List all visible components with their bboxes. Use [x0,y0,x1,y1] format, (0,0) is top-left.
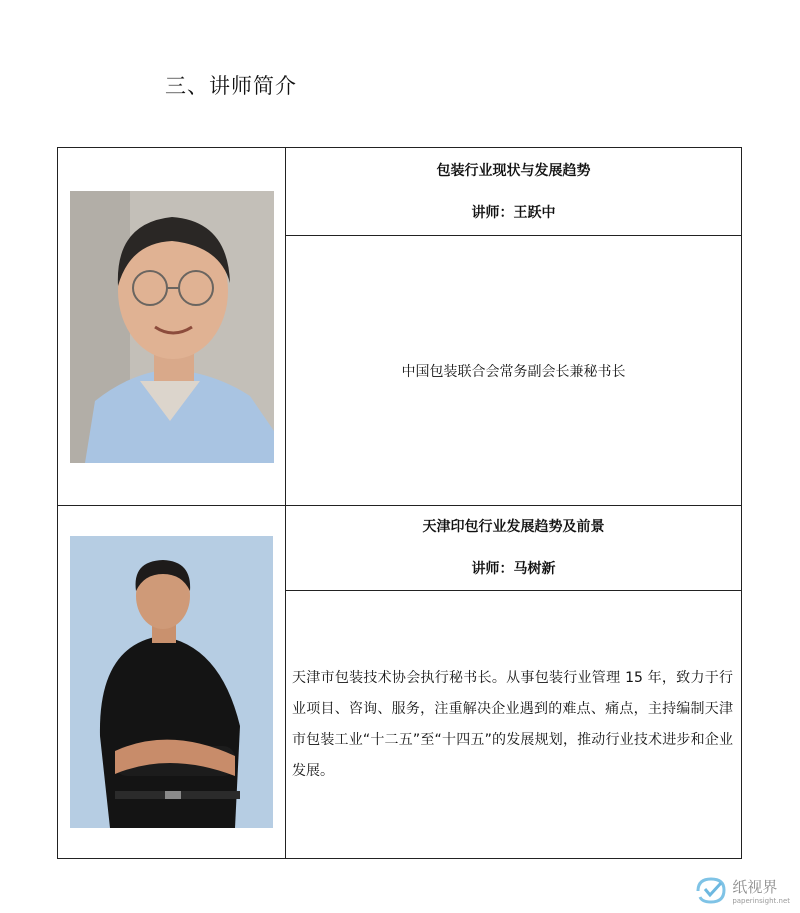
lecturer-photo-ma [70,536,273,828]
watermark [694,875,790,905]
portrait-ma-image [70,536,273,828]
course-header-cell [286,506,742,591]
lecturer-description: 中国包装联合会常务副会长兼秘书长 [401,363,626,380]
lecturer-name: 讲师：马树新 [471,561,556,577]
lecturer-table [57,147,742,859]
watermark-logo-icon [694,875,728,905]
lecturer-photo-cell [58,148,286,506]
lecturer-photo-wang [70,191,274,463]
portrait-wang-image [70,191,274,463]
lecturer-name: 讲师：王跃中 [471,204,556,221]
lecturer-photo-cell [58,506,286,859]
course-title: 天津印包行业发展趋势及前景 [422,519,605,535]
course-header-cell [286,148,742,236]
watermark-text: 纸视界 [732,877,778,896]
watermark-url: paperinsight.net [732,896,790,905]
lecturer-description-cell [286,591,742,859]
course-title: 包装行业现状与发展趋势 [436,162,591,179]
section-title: 三、讲师简介 [165,74,297,98]
lecturer-description: 天津市包装技术协会执行秘书长。从事包装行业管理 15 年，致力于行业项目、咨询、服务，注重解决企业遇到的难点、痛点，主持编制天津市包装工业“十二五”至“十四五”的发展规划，推动行业技术进步和企业发展。 [292,669,733,779]
lecturer-description-cell [286,236,742,506]
